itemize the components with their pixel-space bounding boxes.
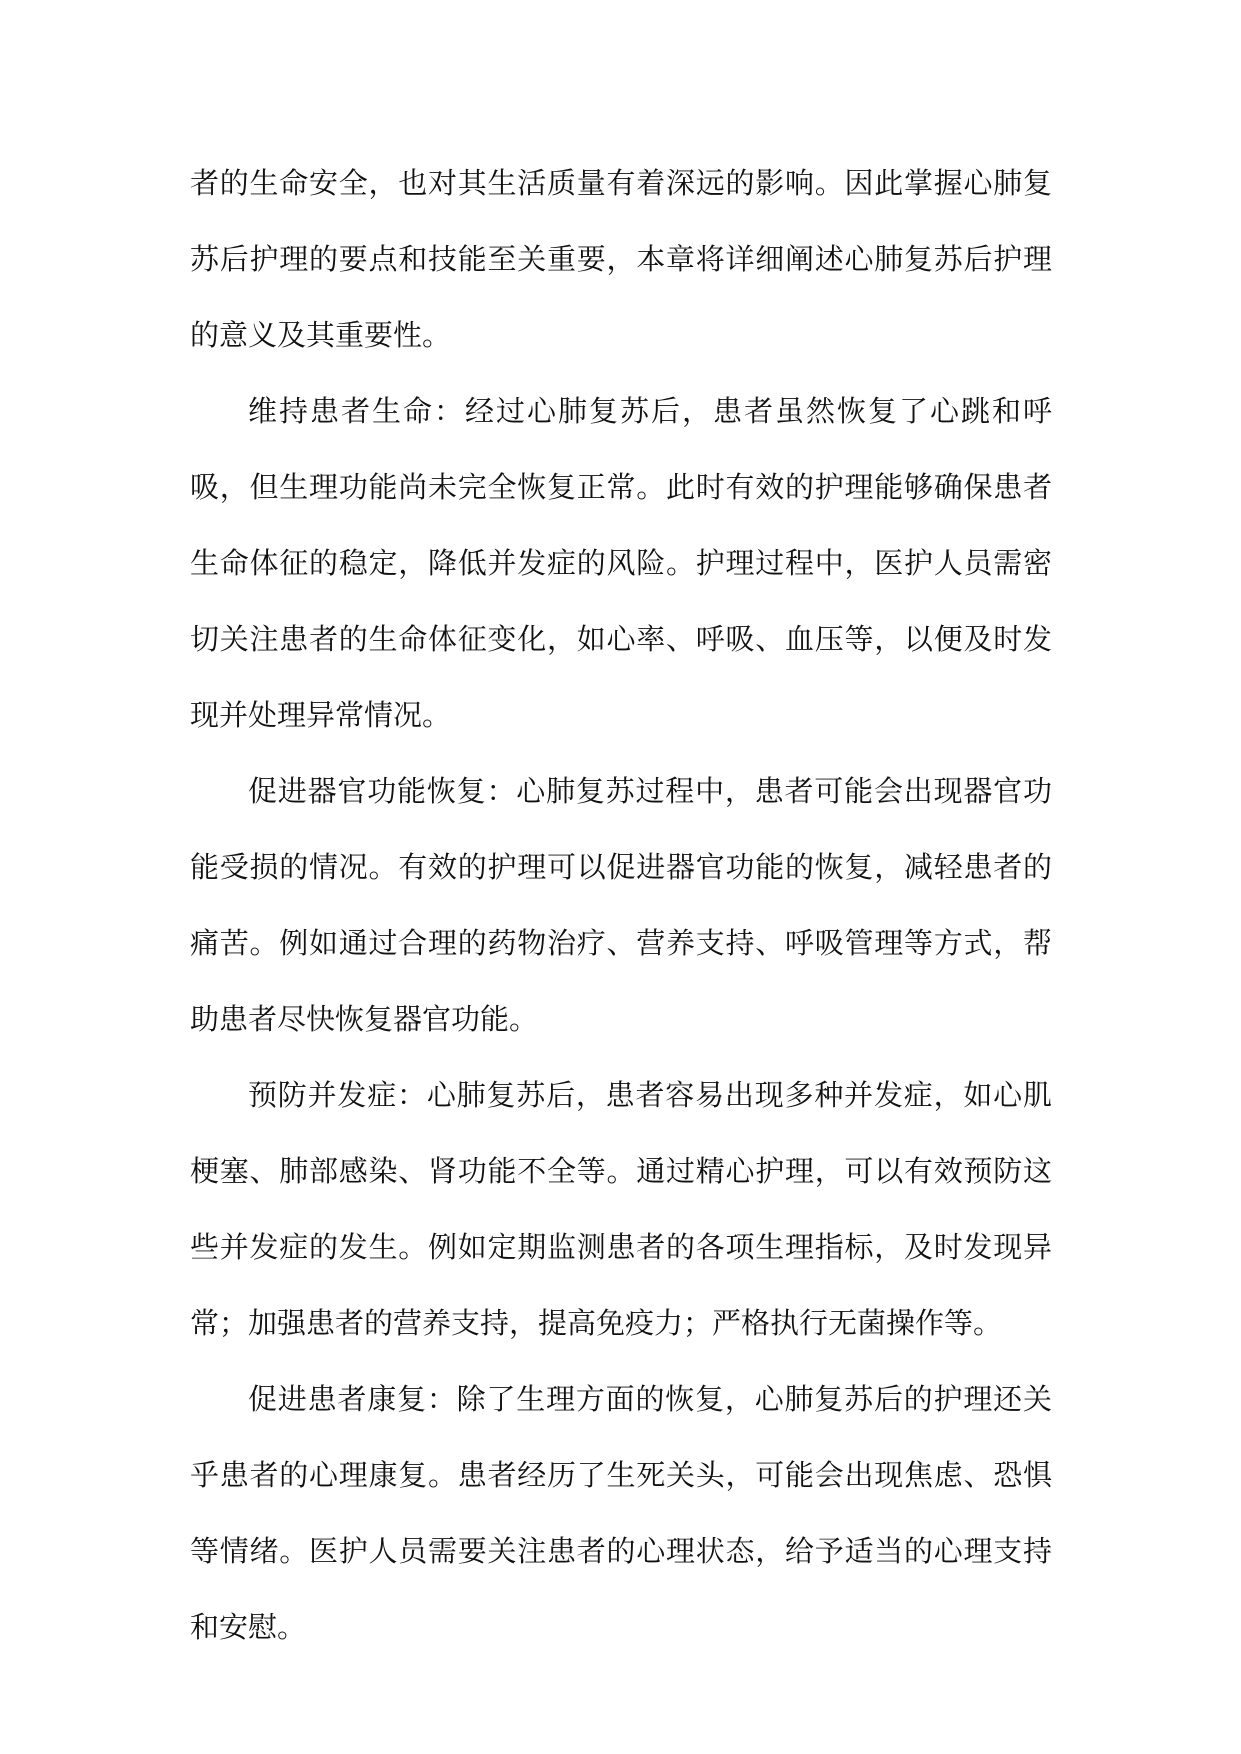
paragraph-prevent-complications: 预防并发症：心肺复苏后，患者容易出现多种并发症，如心肌梗塞、肺部感染、肾功能不全等。通过精心护理，可以有效预防这些并发症的发生。例如定期监测患者的各项生理指标，及时发现异常；加强患者的营养支持，提高免疫力；严格执行无菌操作等。 (190, 1078, 1052, 1340)
document-body (190, 145, 1052, 1665)
paragraph-continuation: 者的生命安全，也对其生活质量有着深远的影响。因此掌握心肺复苏后护理的要点和技能至关重要，本章将详细阐述心肺复苏后护理的意义及其重要性。 (190, 166, 1052, 352)
paragraph-organ-recovery: 促进器官功能恢复：心肺复苏过程中，患者可能会出现器官功能受损的情况。有效的护理可以促进器官功能的恢复，减轻患者的痛苦。例如通过合理的药物治疗、营养支持、呼吸管理等方式，帮助患者尽快恢复器官功能。 (190, 774, 1052, 1036)
paragraph-patient-rehabilitation: 促进患者康复：除了生理方面的恢复，心肺复苏后的护理还关乎患者的心理康复。患者经历了生死关头，可能会出现焦虑、恐惧等情绪。医护人员需要关注患者的心理状态，给予适当的心理支持和安慰。 (190, 1382, 1052, 1644)
paragraph-maintain-life: 维持患者生命：经过心肺复苏后，患者虽然恢复了心跳和呼吸，但生理功能尚未完全恢复正常。此时有效的护理能够确保患者生命体征的稳定，降低并发症的风险。护理过程中，医护人员需密切关注患者的生命体征变化，如心率、呼吸、血压等，以便及时发现并处理异常情况。 (190, 394, 1052, 732)
